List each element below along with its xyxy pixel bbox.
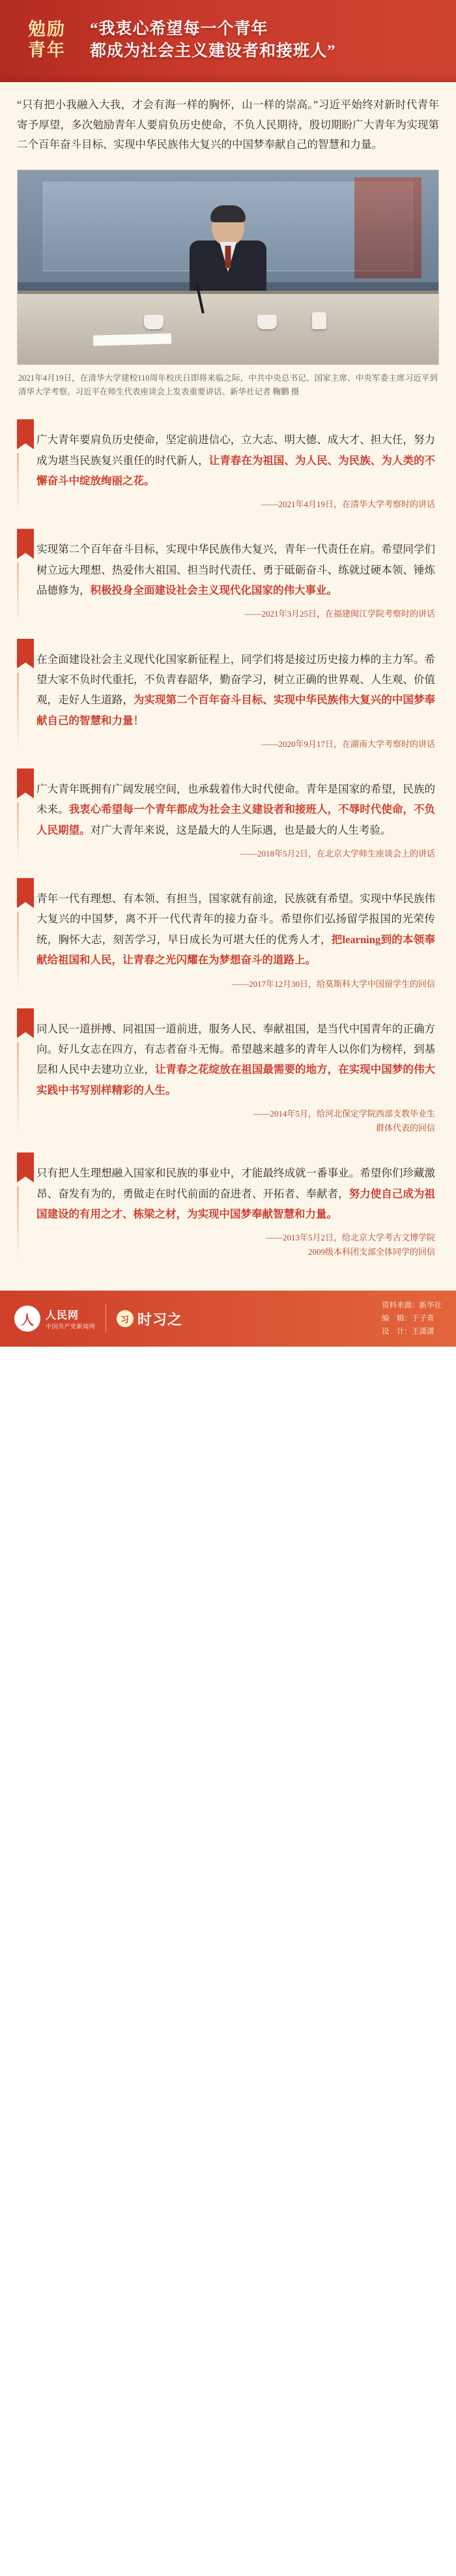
quote-source <box>36 1231 435 1259</box>
quote-divider <box>17 802 19 861</box>
quote-text-before: 只有把人生理想融入国家和民族的事业中，才能最终成就一番事业。希望你们珍藏激昂、奋发有为的，勇做走在时代前面的奋进者、开拓者、奉献者， <box>36 1167 435 1200</box>
people-logo-text <box>46 1307 95 1330</box>
quote-divider <box>17 673 19 752</box>
credit-editor: 编 辑：于子青 <box>382 1315 435 1323</box>
quote-block <box>17 768 439 861</box>
quote-divider <box>17 912 19 991</box>
people-cn-logo[interactable] <box>14 1306 95 1332</box>
quote-divider <box>17 1042 19 1136</box>
intro-paragraph: “只有把小我融入大我，才会有海一样的胸怀，山一样的崇高。”习近平始终对新时代青年寄予厚望，多次勉励青年人要肩负历史使命，不负人民期待，殷切期盼广大青年为实现第二个百年奋斗目标、实现中华民族伟大复兴的中国梦奉献自己的智慧和力量。 <box>17 98 439 151</box>
quote-source-line-1: ——2014年5月，给河北保定学院西部支教毕业生 <box>253 1108 435 1119</box>
credit-source: 资料来源：新华社 <box>382 1302 442 1310</box>
xi-jinping-speech-photo <box>17 169 439 365</box>
teacup-3 <box>312 312 326 329</box>
quote-text <box>36 779 435 840</box>
quote-text <box>36 649 435 731</box>
ribbon-icon <box>17 1152 34 1182</box>
quote-text <box>36 1163 435 1224</box>
people-logo-icon: 人 <box>14 1306 40 1332</box>
page-title <box>90 17 440 63</box>
quote-text-before: 青年一代有理想、有本领、有担当，国家就有前途，民族就有希望。实现中华民族伟大复兴的中国梦，离不开一代代青年的接力奋斗。希望你们弘扬留学报国的光荣传统，胸怀大志，刻苦学习，早日成长为可堪大任的优秀人才， <box>36 892 435 946</box>
teacup-1 <box>144 315 164 329</box>
quote-divider <box>17 453 19 512</box>
quote-text <box>36 539 435 600</box>
ribbon-icon <box>17 419 34 449</box>
quote-source-line-1: ——2018年5月2日，在北京大学师生座谈会上的讲话 <box>240 849 435 859</box>
quote-source <box>36 847 435 861</box>
quote-text-emphasis: 努力使自己成为祖国建设的有用之才、栋梁之材，为实现中国梦奉献智慧和力量。 <box>36 1187 436 1220</box>
quote-source-line-1: ——2013年5月2日，给北京大学考古文博学院 <box>265 1233 435 1243</box>
quote-source <box>36 977 435 991</box>
quote-source-line-2: 2009级本科团支部全体同学的回信 <box>307 1247 435 1257</box>
quote-block <box>17 419 439 512</box>
page-footer <box>0 1291 456 1347</box>
quote-text-emphasis: 让青春之花绽放在祖国最需要的地方，在实现中国梦的伟大实践中书写别样精彩的人生。 <box>36 1063 436 1096</box>
teacup-2 <box>257 315 277 329</box>
quote-text-before: 实现第二个百年奋斗目标，实现中华民族伟大复兴，青年一代责任在肩。希望同学们树立远大理想、热爱伟大祖国、担当时代责任、勇于砥砺奋斗、练就过硬本领、锤炼品德修为， <box>36 543 435 597</box>
desk-papers <box>93 333 171 345</box>
quote-source <box>36 1107 435 1135</box>
quote-text <box>36 888 435 970</box>
quote-block <box>17 1008 439 1136</box>
photo-caption: 2021年4月19日，在清华大学建校110周年校庆日即将来临之际，中共中央总书记、国家主席、中央军委主席习近平到清华大学考察。习近平在师生代表座谈会上发表重要讲话。新华社记者 鞠鹏 摄 <box>18 373 438 397</box>
photo-desk <box>18 294 438 364</box>
quote-block <box>17 529 439 621</box>
quote-divider <box>17 1186 19 1259</box>
quote-text-emphasis: 让青春在为祖国、为人民、为民族、为人类的不懈奋斗中绽放绚丽之花。 <box>36 454 436 487</box>
ribbon-icon <box>17 639 34 669</box>
quote-text <box>36 1019 435 1100</box>
quote-source <box>36 497 435 512</box>
quote-text-emphasis: 把learning到的本领奉献给祖国和人民，让青春之光闪耀在为梦想奋斗的道路上。 <box>36 933 436 967</box>
photo-curtain <box>354 177 421 278</box>
page-title-line-1: “我衷心希望每一个青年 <box>90 20 268 38</box>
shixizhi-label: 时习之 <box>137 1311 183 1328</box>
quote-block <box>17 878 439 991</box>
quote-source-line-1: ——2017年12月30日，给莫斯科大学中国留学生的回信 <box>231 978 435 989</box>
badge-line-1: 勉励 <box>28 20 66 39</box>
quote-text-emphasis: 积极投身全面建设社会主义现代化国家的伟大事业。 <box>90 584 337 597</box>
ribbon-icon <box>17 529 34 559</box>
quote-divider <box>17 563 19 621</box>
quote-source <box>36 737 435 752</box>
photo-section <box>0 162 456 404</box>
badge-line-2: 青年 <box>28 40 66 60</box>
quote-text-after: 对广大青年来说，这是最大的人生际遇，也是最大的人生考验。 <box>90 823 392 836</box>
page-title-line-2: 都成为社会主义建设者和接班人” <box>90 42 336 60</box>
people-logo-subtitle: 中国共产党新闻网 <box>46 1323 96 1330</box>
quote-text-before: 同人民一道拼搏、同祖国一道前进，服务人民、奉献祖国，是当代中国青年的正确方向。好儿女志在四方，有志者奋斗无悔。希望越来越多的青年人以你们为榜样，到基层和人民中去建功立业， <box>36 1022 435 1076</box>
quote-text <box>36 430 435 491</box>
shixizhi-brand[interactable] <box>117 1309 182 1329</box>
quote-text-emphasis: 我衷心希望每一个青年都成为社会主义建设者和接班人，不辱时代使命，不负人民期望。 <box>36 803 435 836</box>
figure-tie <box>225 246 231 268</box>
people-logo-title: 人民网 <box>46 1310 79 1322</box>
quote-text-before: 广大青年既拥有广阔发展空间，也承载着伟大时代使命。青年是国家的希望，民族的未来。 <box>36 783 435 816</box>
quote-source-line-1: ——2020年9月17日，在湖南大学考察时的讲话 <box>261 739 435 749</box>
header-badge <box>16 17 78 61</box>
quote-text-before: 在全面建设社会主义现代化国家新征程上，同学们将是接过历史接力棒的主力军。希望大家不负时代重托，不负青春韶华，勤奋学习，树立正确的世界观、人生观、价值观，走好人生道路， <box>36 652 435 707</box>
ribbon-icon <box>17 768 34 798</box>
quotes-section <box>0 403 456 1291</box>
footer-credits <box>382 1299 442 1338</box>
ribbon-icon <box>17 878 34 908</box>
quote-source-line-1: ——2021年4月19日，在清华大学考察时的讲话 <box>261 499 435 510</box>
quote-text-emphasis: 为实现第二个百年奋斗目标、实现中华民族伟大复兴的中国梦奉献自己的智慧和力量！ <box>36 694 436 727</box>
quote-source-line-1: ——2021年3月25日，在福建闽江学院考察时的讲话 <box>244 609 435 619</box>
credit-designer: 设 计：王潇潇 <box>382 1328 435 1336</box>
figure-hair <box>210 205 246 222</box>
intro-section <box>0 82 456 162</box>
quote-source-line-2: 群体代表的回信 <box>375 1123 435 1134</box>
quote-block <box>17 1152 439 1259</box>
page-header <box>0 0 456 82</box>
quote-text-before: 广大青年要肩负历史使命，坚定前进信心，立大志、明大德、成大才、担大任，努力成为堪当民族复兴重任的时代新人， <box>36 433 435 467</box>
ribbon-icon <box>17 1008 34 1038</box>
shixizhi-icon: 习 <box>117 1310 134 1327</box>
quote-block <box>17 639 439 752</box>
quote-source <box>36 607 435 621</box>
